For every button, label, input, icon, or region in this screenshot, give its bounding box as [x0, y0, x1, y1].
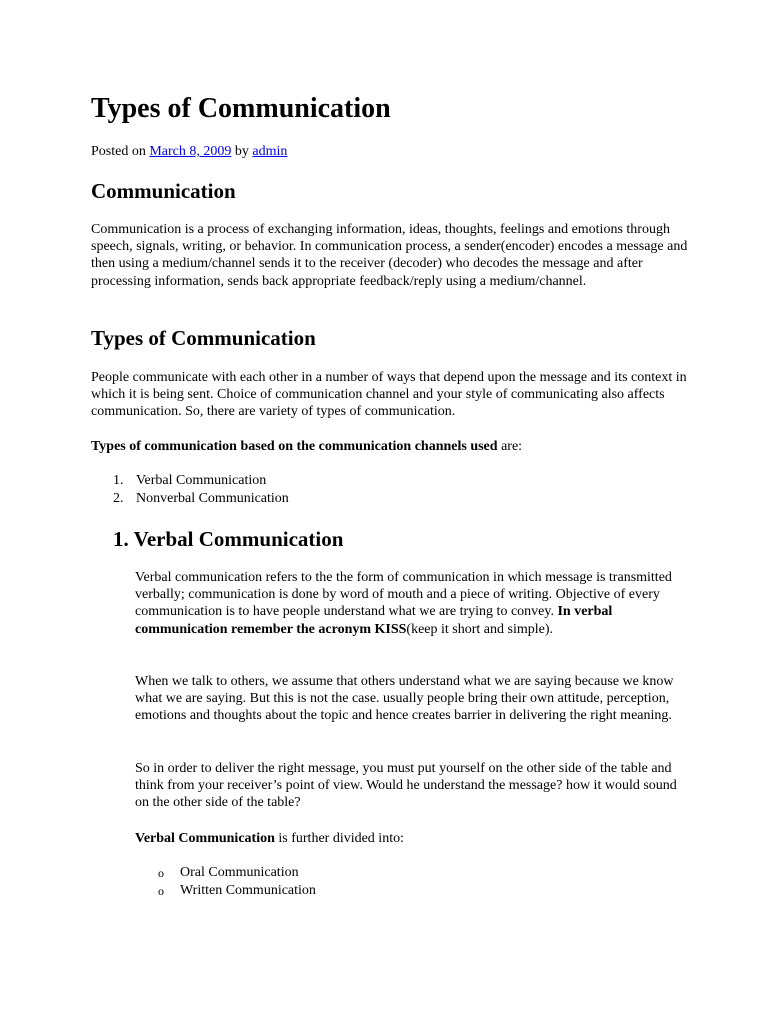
- author-link[interactable]: admin: [252, 144, 288, 159]
- circle-bullet-icon: o: [158, 866, 164, 880]
- list-number: 1.: [113, 473, 124, 488]
- verbal-paragraph-1: [135, 569, 680, 638]
- kiss-bold-text: In verbal communication remember the acronym KISS: [135, 604, 613, 637]
- channel-types-list: [91, 472, 289, 508]
- verbal-paragraph-3: So in order to deliver the right message, you must put yourself on the other side of the table and think from your receiver’s point of view. Would he understand the message? how it would sound on the other side of the table?: [135, 761, 677, 811]
- communication-paragraph: Communication is a process of exchanging information, ideas, thoughts, feelings and emotions through speech, signals, writing, or behavior. In communication process, a sender(encoder) encodes a message and then using a medium/channel sends it to the receiver (decoder) who decodes the message and after processing information, sends back appropriate feedback/reply using a medium/channel.: [91, 222, 688, 289]
- types-paragraph: People communicate with each other in a number of ways that depend upon the message and its context in which it is being sent. Choice of communication channel and your style of communicating also affects communication. So, there are variety of types of communication.: [91, 370, 687, 420]
- verbal-paragraph-4: [135, 830, 680, 847]
- channels-bold-text: Types of communication based on the communication channels used: [91, 439, 498, 454]
- posted-on-label: Posted on: [91, 144, 146, 159]
- list-item: [91, 490, 289, 508]
- verbal-paragraph-2: When we talk to others, we assume that others understand what we are saying because we know what we are saying. But this is not the case. usually people bring their own attitude, perception, emotions and thoughts about the topic and hence creates barrier in delivering the right meaning.: [135, 674, 674, 724]
- verbal-communication-bold: Verbal Communication: [135, 831, 275, 846]
- list-item-label: Written Communication: [180, 883, 316, 898]
- by-label: by: [234, 144, 249, 159]
- list-item: [135, 864, 316, 882]
- list-item-label: Verbal Communication: [136, 473, 267, 488]
- channels-intro: [91, 438, 691, 455]
- list-item: [91, 472, 289, 490]
- list-item-label: Oral Communication: [180, 865, 299, 880]
- verbal-p1-end: (keep it short and simple).: [406, 621, 553, 637]
- list-item: [135, 882, 316, 900]
- page-title: Types of Communication: [91, 93, 391, 124]
- section-heading-communication: Communication: [91, 179, 236, 203]
- verbal-subtypes-list: [135, 864, 316, 900]
- list-number: 2.: [113, 491, 124, 506]
- circle-bullet-icon: o: [158, 884, 164, 898]
- verbal-p4-tail: is further divided into:: [274, 831, 404, 846]
- post-meta: [91, 143, 287, 161]
- section-heading-verbal: 1. Verbal Communication: [113, 527, 344, 551]
- post-date-link[interactable]: March 8, 2009: [149, 144, 232, 159]
- list-item-label: Nonverbal Communication: [136, 491, 289, 506]
- verbal-p1-start: Verbal communication refers to the the form of communication in which message is transmitted verbally; communication is done by word of mouth and a piece of writing. Objective of every communication is to have people understand what we are trying to convey.: [135, 570, 672, 620]
- section-heading-types: Types of Communication: [91, 326, 316, 350]
- channels-tail-text: are:: [497, 439, 523, 454]
